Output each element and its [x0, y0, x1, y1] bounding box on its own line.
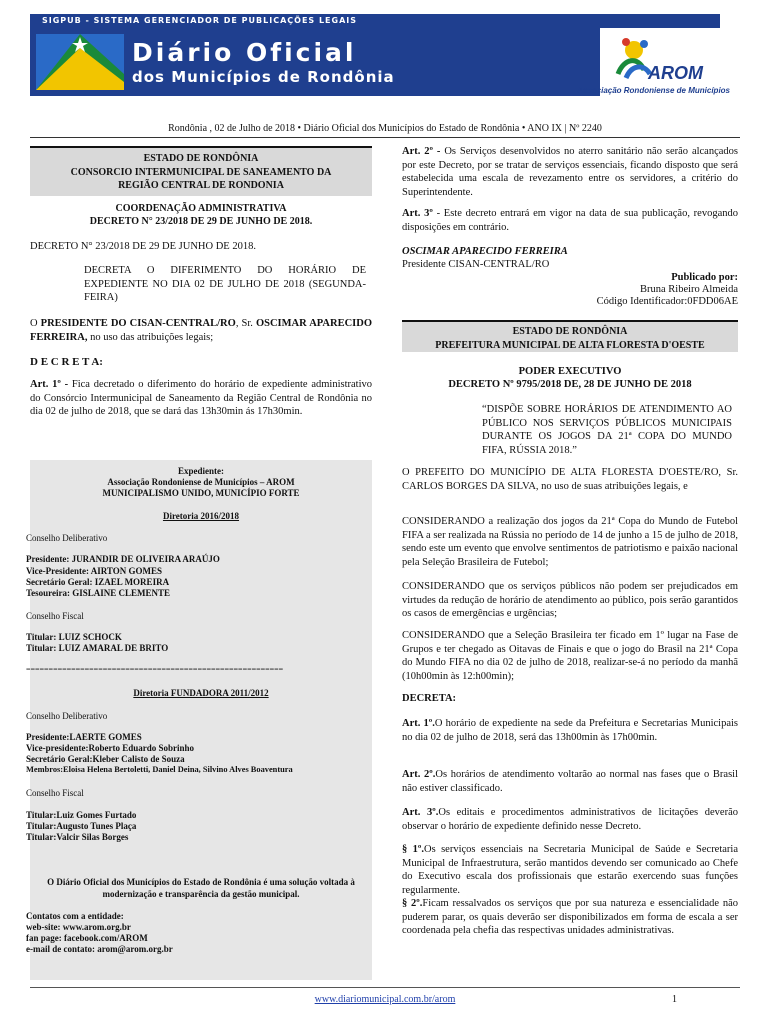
article-text: - Este decreto entrará em vigor na data de sua publicação, revogando disposições em contrário. [402, 208, 738, 233]
paragraph-text: Os serviços essenciais na Secretaria Municipal de Saúde e Secretaria Municipal de Infraestrutura, serão mantidos devendo ser comunicado ao Chefe do Executivo escala dos profissionais que estarão exercendo suas funções regularmente. [402, 844, 738, 896]
rondonia-flag-icon [36, 34, 124, 90]
founder-fiscal: Titular:Augusto Tunes Plaça [26, 821, 137, 831]
article-1 [30, 378, 372, 419]
article-text: Os Serviços desenvolvidos no aterro sanitário não serão alcançados por este Decreto, por se tratar de serviços essenciais, ficando disposto que será estabelecida uma escala de revezamento entre os servidores, a critério do Superintendente. [402, 146, 738, 198]
consideration-2: CONSIDERANDO que os serviços públicos não podem ser prejudicados em virtudes da redução de horário de atendimento ao público, pois serão garantidos os casos de emergências e urgências; [402, 581, 738, 620]
article-label: Art. 1º. [402, 718, 435, 729]
founder-president: Presidente:LAERTE GOMES [26, 732, 142, 742]
decree-summary: “DISPÕE SOBRE HORÁRIOS DE ATENDIMENTO AO PÚBLICO NOS SERVIÇOS PÚBLICOS MUNICIPAIS DURANTE OS JOGOS DA 21ª COPA DO MUNDO FIFA, RÚSSIA 2018.” [482, 404, 732, 456]
founder-vice: Vice-presidente:Roberto Eduardo Sobrinho [26, 743, 195, 753]
separator: ========================================================= [26, 665, 284, 674]
founder-members: Membros:Eloisa Helena Bertoletti, Daniel Deina, Silvino Alves Boaventura [26, 765, 293, 774]
page-number: 1 [672, 994, 677, 1005]
vice-president: Vice-Presidente: AIRTON GOMES [26, 566, 163, 576]
signer-name: OSCIMAR APARECIDO FERREIRA [402, 246, 568, 257]
fundadora-heading: Diretoria FUNDADORA 2011/2012 [133, 688, 269, 698]
article-text: Os editais e procedimentos administrativos de licitações deverão observar o horário de expediente definido nesse Decreto. [402, 807, 738, 832]
paragraph-2 [402, 897, 738, 938]
published-by-name: Bruna Ribeiro Almeida [640, 284, 738, 295]
article-2 [402, 145, 738, 200]
conselho-deliberativo: Conselho Deliberativo [26, 533, 108, 543]
diretoria-heading: Diretoria 2016/2018 [162, 511, 240, 521]
contact-facebook[interactable]: fan page: facebook.com/AROM [26, 933, 148, 943]
article-label: Art. 1º - [30, 379, 72, 390]
arom-logo-text: AROM [648, 63, 703, 83]
decreta-heading: D E C R E T A: [30, 356, 103, 368]
conselho-fiscal: Conselho Fiscal [26, 611, 84, 621]
paragraph-label: § 1º. [402, 844, 425, 855]
article-2 [402, 768, 738, 795]
decree-intro [30, 317, 372, 344]
article-label: Art. 2º. [402, 769, 436, 780]
masthead-title: Diário Oficial [132, 38, 357, 67]
expediente-association: Associação Rondoniense de Municípios – AROM [107, 477, 295, 487]
masthead-subtitle: dos Municípios de Rondônia [132, 68, 395, 86]
fiscal-member: Titular: LUIZ SCHOCK [26, 632, 122, 642]
header-rule [30, 137, 740, 138]
intro-text: no uso das atribuições legais; [87, 331, 214, 343]
paragraph-1 [402, 843, 738, 898]
fiscal-member: Titular: LUIZ AMARAL DE BRITO [26, 643, 169, 653]
conselho-fiscal: Conselho Fiscal [26, 788, 84, 798]
article-1 [402, 717, 738, 744]
system-bar: SIGPUB - SISTEMA GERENCIADOR DE PUBLICAÇÕES LEGAIS [30, 14, 720, 28]
expediente-title: Expediente: [178, 466, 224, 476]
intro-text: O [30, 318, 41, 329]
article-label: Art. 3º [402, 208, 433, 219]
dateline: Rondônia , 02 de Julho de 2018 • Diário Oficial dos Municípios do Estado de Rondônia • ANO IX | Nº 2240 [168, 123, 602, 134]
identifier-code: Código Identificador:0FDD06AE [596, 296, 738, 307]
article-label: Art. 3º. [402, 807, 439, 818]
president: Presidente: JURANDIR DE OLIVEIRA ARAÚJO [26, 554, 220, 564]
consideration-1: CONSIDERANDO a realização dos jogos da 21ª Copa do Mundo de Futebol FIFA a ser realizada na Rússia no período de 14 de junho a 15 de julho de 2018, sendo este um evento que envolve sentimentos de patriotismo e paixão nacional pela Seleção Brasileira de Futebol; [402, 516, 738, 568]
right-section-header [402, 320, 738, 352]
article-text: Fica decretado o diferimento do horário de expediente administrativo do Consórcio Intermunicipal de Saneamento da Região Central de Rondônia no dia 02 de julho de 2018, que se dará das 13h30min ás 17h30min. [30, 379, 373, 418]
paragraph-text: Ficam ressalvados os serviços que por sua natureza e essencialidade não puderem parar, os quais deverão ser disponibilizados em forma de escala a ser coordenada pela chefia das respectivas unidades administrativas. [402, 898, 739, 937]
header-line: PREFEITURA MUNICIPAL DE ALTA FLORESTA D'OESTE [435, 339, 705, 351]
conselho-deliberativo: Conselho Deliberativo [26, 711, 108, 721]
article-text: Os horários de atendimento voltarão ao normal nas fases que o Brasil não estiver classificado. [402, 769, 738, 794]
header-line: ESTADO DE RONDÔNIA [143, 153, 259, 164]
founder-fiscal: Titular:Valcir Silas Borges [26, 832, 129, 842]
decree-title: DECRETO N° 23/2018 DE 29 DE JUNHO DE 2018. [89, 216, 313, 227]
published-by-label: Publicado por: [671, 272, 738, 283]
intro-bold: OSCIMAR APARECIDO FERREIRA, [30, 318, 372, 343]
article-text: O horário de expediente na sede da Prefeitura e Secretarias Municipais no dia 02 de julho de 2018, será das 13h00min às 17h00min. [402, 718, 738, 743]
intro-bold: PRESIDENTE DO CISAN-CENTRAL/RO [40, 318, 236, 329]
coordination-title: COORDENAÇÃO ADMINISTRATIVA [115, 203, 287, 214]
header-line: CONSORCIO INTERMUNICIPAL DE SANEAMENTO DA [70, 166, 332, 178]
decree-summary: DECRETA O DIFERIMENTO DO HORÁRIO DE EXPEDIENTE NO DIA 02 DE JULHO DE 2018 (SEGUNDA-FEIRA) [84, 265, 366, 304]
article-label: Art. 2º - [402, 146, 445, 157]
article-3 [402, 806, 738, 833]
secretary: Secretário Geral: IZAEL MOREIRA [26, 577, 170, 587]
header-line: ESTADO DE RONDÔNIA [512, 326, 628, 337]
mission-statement: O Diário Oficial dos Municípios do Estado de Rondônia é uma solução voltada à modernização e transparência da gestão municipal. [47, 877, 355, 899]
treasurer: Tesoureira: GISLAINE CLEMENTE [26, 588, 171, 598]
arom-logo-subtitle: Associação Rondoniense de Municípios [577, 86, 730, 95]
article-3 [402, 207, 738, 234]
paragraph-label: § 2º. [402, 898, 423, 909]
decree-title: DECRETO Nº 9795/2018 DE, 28 DE JUNHO DE 2018 [448, 379, 692, 390]
header-line: REGIÃO CENTRAL DE RONDONIA [118, 180, 284, 191]
mayor-intro: O PREFEITO DO MUNICÍPIO DE ALTA FLORESTA D'OESTE/RO, Sr. CARLOS BORGES DA SILVA, no uso de suas atribuições legais, e [402, 467, 738, 492]
contact-website[interactable]: web-site: www.arom.org.br [26, 922, 131, 932]
contacts-heading: Contatos com a entidade: [26, 911, 124, 921]
contact-email[interactable]: e-mail de contato: arom@arom.org.br [26, 944, 173, 954]
founder-fiscal: Titular:Luiz Gomes Furtado [26, 810, 137, 820]
founder-secretary: Secretário Geral:Kleber Calisto de Souza [26, 754, 185, 764]
decreta-heading: DECRETA: [402, 693, 457, 704]
expediente-motto: MUNICIPALISMO UNIDO, MUNICÍPIO FORTE [102, 488, 300, 498]
footer-rule [30, 987, 740, 988]
signer-role: Presidente CISAN-CENTRAL/RO [402, 259, 550, 270]
decree-line: DECRETO N° 23/2018 DE 29 DE JUNHO DE 2018. [30, 241, 256, 252]
executive-power: PODER EXECUTIVO [518, 366, 622, 377]
left-section-header [30, 146, 372, 196]
footer-link[interactable]: www.diariomunicipal.com.br/arom [314, 994, 456, 1005]
consideration-3: CONSIDERANDO que a Seleção Brasileira ter ficado em 1º lugar na Fase de Grupos e ter chegado as Oitavas de Finais e que o jogo do Brasil na 21ª Copa do Mundo FIFA no dia 02 de julho de 2018, realizar-se-á no período da manhã (10h00min às 12:h00min); [402, 630, 738, 682]
intro-text: , Sr. [235, 318, 256, 329]
